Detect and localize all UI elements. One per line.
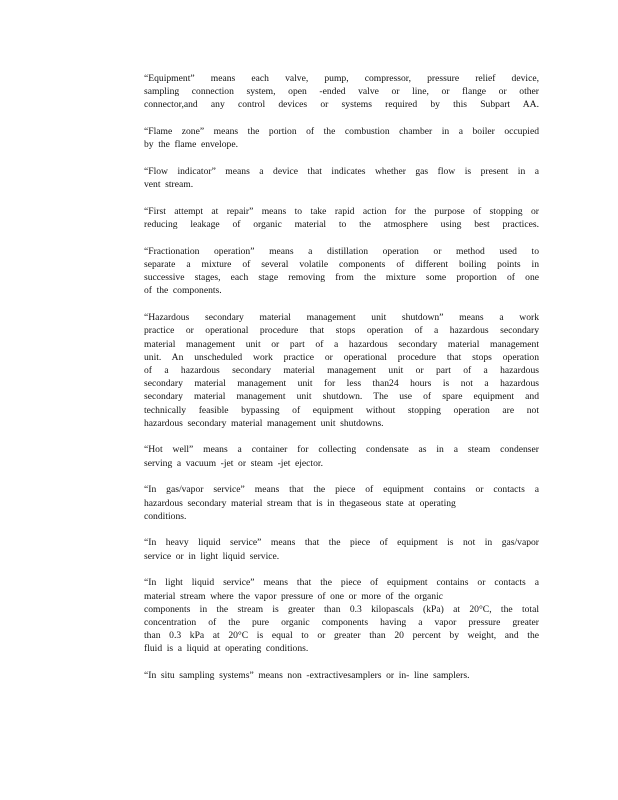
definition-in-gas-vapor-service [144, 483, 539, 523]
text-line: successive stages, each stage removing from the mixture some proportion of one [144, 272, 539, 284]
definition-in-heavy-liquid-service [144, 536, 539, 562]
text-line: reducing leakage of organic material to the atmosphere using best practices. [144, 219, 539, 231]
definition-flow-indicator [144, 165, 539, 191]
text-line: material stream where the vapor pressure of one or more of the organic [144, 590, 444, 602]
definition-in-situ-sampling-systems [144, 669, 539, 682]
definition-flame-zone [144, 125, 539, 151]
text-line: vent stream. [144, 179, 194, 191]
text-line: “Equipment” means each valve, pump, compressor, pressure relief device, [144, 73, 539, 84]
text-line: “Fractionation operation” means a distillation operation or method used to [144, 245, 539, 257]
definition-hsm-unit-shutdown [144, 311, 539, 430]
definition-fractionation-operation [144, 245, 539, 298]
text-line: of the components. [144, 285, 222, 297]
text-line: “In gas/vapor service” means that the piece of equipment contains or contacts a [144, 484, 539, 496]
definition-first-attempt-at-repair [144, 205, 539, 231]
text-line: “In heavy liquid service” means that the piece of equipment is not in gas/vapor [144, 537, 539, 549]
text-line: connector,and any control devices or systems required by this Subpart AA. [144, 99, 539, 111]
text-line: “Hazardous secondary material management unit shutdown” means a work [144, 312, 539, 324]
definition-in-light-liquid-service [144, 576, 539, 655]
text-line: fluid is a liquid at operating conditions. [144, 643, 309, 655]
text-line: technically feasible bypassing of equipment without stopping operation are not [144, 404, 539, 416]
text-line: “In light liquid service” means that the piece of equipment contains or contacts a [144, 577, 539, 589]
text-line: secondary material management unit for less than24 hours is not a hazardous [144, 378, 539, 390]
text-line: serving a vacuum -jet or steam -jet ejector. [144, 457, 323, 469]
definition-hot-well [144, 443, 539, 469]
text-line: of a hazardous secondary material management unit or part of a hazardous [144, 364, 539, 376]
text-line: “Flow indicator” means a device that indicates whether gas flow is present in a [144, 166, 539, 178]
text-line: by the flame envelope. [144, 139, 238, 151]
text-line: “Hot well” means a container for collecting condensate as in a steam condenser [144, 444, 539, 456]
text-line: concentration of the pure organic components having a vapor pressure greater [144, 617, 539, 628]
text-line: components in the stream is greater than 0.3 kilopascals (kPa) at 20°C, the total [144, 603, 539, 615]
definition-equipment [144, 72, 539, 112]
text-line: unit. An unscheduled work practice or operational procedure that stops operation [144, 351, 539, 363]
definitions-text [144, 72, 539, 696]
text-line: material management unit or part of a hazardous secondary material management [144, 338, 539, 350]
text-line: sampling connection system, open -ended valve or line, or flange or other [144, 86, 539, 98]
text-line: service or in light liquid service. [144, 550, 280, 562]
text-line: conditions. [144, 510, 187, 522]
text-line: separate a mixture of several volatile components of different boiling points in [144, 259, 539, 271]
text-line: than 0.3 kPa at 20°C is equal to or greater than 20 percent by weight, and the [144, 630, 539, 642]
text-line: “First attempt at repair” means to take rapid action for the purpose of stopping or [144, 205, 539, 217]
text-line: hazardous secondary material management unit shutdowns. [144, 417, 384, 429]
text-line: “Flame zone” means the portion of the combustion chamber in a boiler occupied [144, 126, 539, 138]
text-line: practice or operational procedure that stops operation of a hazardous secondary [144, 325, 539, 337]
text-line: secondary material management unit shutdown. The use of spare equipment and [144, 391, 539, 403]
text-line: “In situ sampling systems” means non -extractivesamplers or in- line samplers. [144, 670, 470, 682]
text-line: hazardous secondary material stream that is in thegaseous state at operating [144, 497, 456, 509]
